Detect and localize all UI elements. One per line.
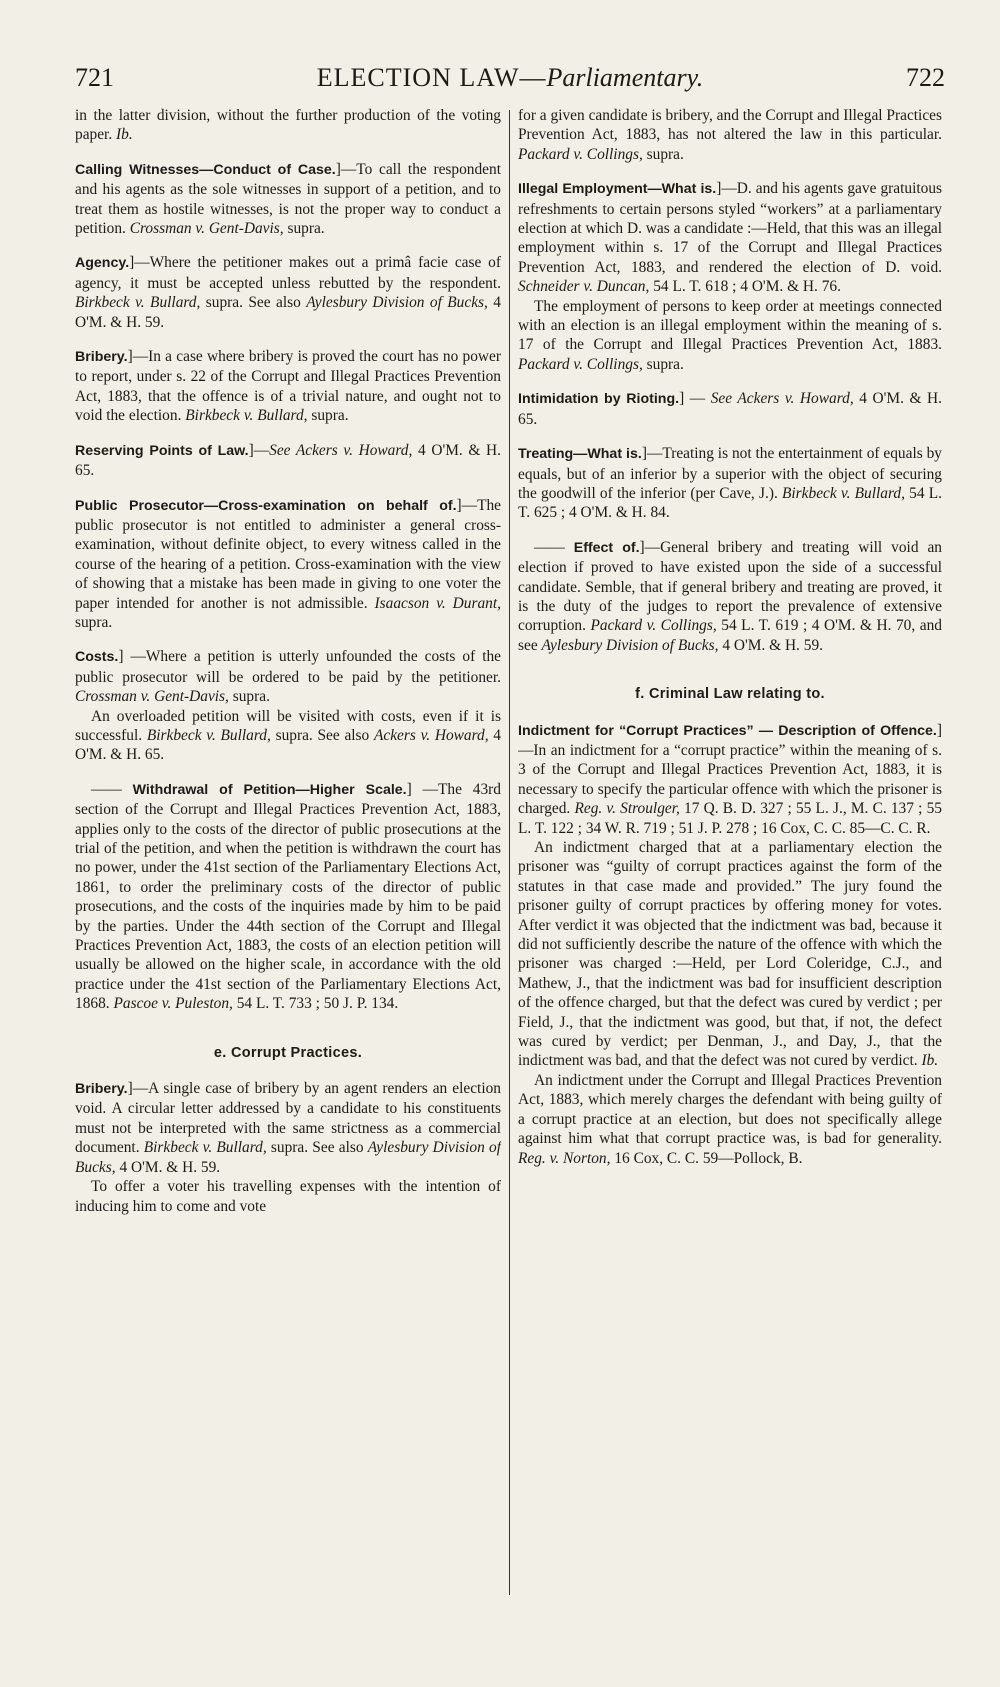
entry-heading: Intimidation by Rioting. xyxy=(518,391,680,408)
running-title xyxy=(75,62,945,94)
entry-heading: Costs. xyxy=(75,649,119,666)
dash: —— xyxy=(91,780,122,798)
section-heading: e. Corrupt Practices. xyxy=(213,1044,363,1061)
citation: Pascoe v. Puleston, xyxy=(113,995,233,1013)
entry-heading: Treating—What is. xyxy=(518,446,642,463)
citation: Aylesbury Division of Bucks, xyxy=(306,294,488,312)
entry-withdrawal: —— Withdrawal of Petition—Higher Scale.] —The 43rd section of the Corrupt and Illegal Practices Prevention Act, 1883, applies only to the costs of the director of public prosecutions at the trial of the petition, and when the petition is withdrawn the court has no power, under the 41st section of the Parliamentary Elections Act, 1861, to order the preliminary costs of the director of public prosecutions, and the costs of the inquiries made by him to be paid by the parties. Under the 44th section of the Corrupt and Illegal Practices Prevention Act, 1883, the costs of an election petition will usually be allowed on the higher scale, in accordance with the old practice under the 41st section of the Parliamentary Elections Act, 1868. Pascoe v. Puleston, 54 L. T. 733 ; 50 J. P. 134. xyxy=(75,780,501,1013)
left-column xyxy=(75,106,501,1666)
citation: See Ackers v. Howard, xyxy=(710,390,854,408)
entry-illegal-employment: Illegal Employment—What is.]—D. and his agents gave gratuitous refreshments to certain persons styled “workers” at a parliamentary election at which D. was a candidate :—Held, that this was an illegal employment within s. 17 of the Corrupt and Illegal Practices Prevention Act, 1883, and rendered the election of D. void. Schneider v. Duncan, 54 L. T. 618 ; 4 O'M. & H. 76. xyxy=(518,180,942,296)
citation: Crossman v. Gent-Davis, xyxy=(129,220,284,238)
citation: Packard v. Collings, xyxy=(518,145,643,163)
entry-heading: Withdrawal of Petition—Higher Scale. xyxy=(132,781,407,798)
citation: Aylesbury Division of Bucks, xyxy=(541,636,719,654)
paragraph: for a given candidate is bribery, and the Corrupt and Illegal Practices Prevention Act, 1883, has not altered the law in this particular. Packard v. Collings, supra. xyxy=(518,107,942,163)
citation: See Ackers v. Howard, xyxy=(269,441,413,459)
citation: Birkbeck v. Bullard, xyxy=(146,726,271,744)
entry-heading: Effect of. xyxy=(573,539,640,556)
entry-heading: Agency. xyxy=(75,255,130,272)
entry-heading: Public Prosecutor—Cross-examination on behalf of. xyxy=(75,497,457,514)
entry-public-prosecutor: Public Prosecutor—Cross-examination on behalf of.]—The public prosecutor is not entitled to administer a general cross-examination, without definite object, to every witness called in the course of the hearing of a petition. Cross-examination with the view of showing that a mistake has been made in giving to one voter the paper intended for another is not admissible. Isaacson v. Durant, supra. xyxy=(75,496,501,631)
citation: Packard v. Collings, xyxy=(518,355,643,373)
citation: Packard v. Collings, xyxy=(590,617,717,635)
entry-bribery-corrupt: Bribery.]—A single case of bribery by an agent renders an election void. A circular letter addressed by a candidate to his constituents must not be interpreted with the same strictness as a commercial document. Birkbeck v. Bullard, supra. See also Aylesbury Division of Bucks, 4 O'M. & H. 59. xyxy=(75,1080,501,1176)
entry-treating: Treating—What is.]—Treating is not the entertainment of equals by equals, but of an inferior by a superior with the object of securing the goodwill of the inferior (per Cave, J.). Birkbeck v. Bullard, 54 L. T. 625 ; 4 O'M. & H. 84. xyxy=(518,445,942,522)
column-divider xyxy=(509,110,510,1595)
citation: Birkbeck v. Bullard, xyxy=(782,484,905,502)
citation: Ib. xyxy=(921,1052,939,1070)
citation: Isaacson v. Durant, xyxy=(374,594,501,612)
running-title-italic: Parliamentary. xyxy=(546,63,704,92)
citation: Birkbeck v. Bullard, xyxy=(75,294,201,312)
entry-heading: Bribery. xyxy=(75,1081,128,1098)
entry-heading: Indictment for “Corrupt Practices” — Description of Offence. xyxy=(518,722,937,739)
citation: Birkbeck v. Bullard, xyxy=(143,1139,267,1157)
paragraph: An indictment under the Corrupt and Illegal Practices Prevention Act, 1883, which merely charges the defendant with being guilty of a corrupt practice at an election, but does not specifically allege against him what that corrupt practice was, is bad for generality. Reg. v. Norton, 16 Cox, C. C. 59—Pollock, B. xyxy=(518,1071,942,1167)
citation: Ib. xyxy=(116,126,133,144)
entry-effect-of: —— Effect of.]—General bribery and treating will void an election if proved to have existed upon the side of a successful candidate. Semble, that if general bribery and treating are proved, it is the duty of the judges to report the prevalence of extensive corruption. Packard v. Collings, 54 L. T. 619 ; 4 O'M. & H. 70, and see Aylesbury Division of Bucks, 4 O'M. & H. 59. xyxy=(518,538,942,654)
entry-heading: Calling Witnesses—Conduct of Case. xyxy=(75,161,336,178)
page-header xyxy=(75,62,945,102)
entry-heading: Illegal Employment—What is. xyxy=(518,181,717,198)
paragraph: An indictment charged that at a parliamentary election the prisoner was “guilty of corrupt practices against the form of the statutes in that case made and provided.” The jury found the prisoner guilty of corrupt practices by offering money for votes. After verdict it was objected that the indictment was bad, because it did not sufficiently describe the nature of the offence with which the prisoner was charged :—Held, per Lord Coleridge, C.J., and Mathew, J., that the indictment was bad for insufficient description of the offence charged, but that the defect was cured by verdict ; per Field, J., that the indictment was good, but that, if not, the defect was cured by verdict; per Denman, J., and Day, J., that the indictment was bad, and that the defect was not cured by verdict. Ib. xyxy=(518,839,942,1070)
page-number-left: 721 xyxy=(75,63,114,92)
entry-agency: Agency.]—Where the petitioner makes out a primâ facie case of agency, it must be accepted unless rebutted by the respondent. Birkbeck v. Bullard, supra. See also Aylesbury Division of Bucks, 4 O'M. & H. 59. xyxy=(75,254,501,331)
paragraph: in the latter division, without the further production of the voting paper. Ib. xyxy=(75,107,501,144)
section-heading: f. Criminal Law relating to. xyxy=(635,686,825,703)
entry-bribery: Bribery.]—In a case where bribery is proved the court has no power to report, under s. 22 of the Corrupt and Illegal Practices Prevention Act, 1883, that the offence is of a trivial nature, and ought not to void the election. Birkbeck v. Bullard, supra. xyxy=(75,348,501,425)
page-number-right: 722 xyxy=(906,63,945,92)
citation: Schneider v. Duncan, xyxy=(518,278,650,296)
citation: Reg. v. Stroulger, xyxy=(574,800,680,818)
running-title-main: ELECTION LAW— xyxy=(316,63,547,92)
entry-costs: Costs.] —Where a petition is utterly unfounded the costs of the public prosecutor will be ordered to be paid by the petitioner. Crossman v. Gent-Davis, supra. xyxy=(75,648,501,706)
entry-heading: Reserving Points of Law. xyxy=(75,442,249,459)
entry-indictment: Indictment for “Corrupt Practices” — Description of Offence.]—In an indictment for a “corrupt practice” within the meaning of s. 3 of the Corrupt and Illegal Practices Prevention Act, 1883, it is necessary to specify the particular offence with which the prisoner is charged. Reg. v. Stroulger, 17 Q. B. D. 327 ; 55 L. J., M. C. 137 ; 55 L. T. 122 ; 34 W. R. 719 ; 51 J. P. 278 ; 16 Cox, C. C. 85—C. C. R. xyxy=(518,721,942,837)
citation: Crossman v. Gent-Davis, xyxy=(75,688,229,706)
entry-intimidation: Intimidation by Rioting.] — See Ackers v. Howard, 4 O'M. & H. 65. xyxy=(518,390,942,428)
citation: Birkbeck v. Bullard, xyxy=(185,407,308,425)
paragraph: The employment of persons to keep order at meetings connected with an election is an illegal employment within the meaning of s. 17 of the Corrupt and Illegal Practices Prevention Act, 1883. Packard v. Collings, supra. xyxy=(518,297,942,373)
right-column xyxy=(518,106,942,1666)
entry-calling-witnesses: Calling Witnesses—Conduct of Case.]—To call the respondent and his agents as the sole witnesses in support of a petition, and to treat them as hostile witnesses, is not the proper way to conduct a petition. Crossman v. Gent-Davis, supra. xyxy=(75,160,501,238)
citation: Aylesbury Division of Bucks, xyxy=(75,1139,501,1176)
dash: —— xyxy=(534,538,565,556)
paragraph: To offer a voter his travelling expenses with the intention of inducing him to come and vote xyxy=(75,1178,501,1215)
citation: Reg. v. Norton, xyxy=(518,1149,611,1167)
entry-heading: Bribery. xyxy=(75,349,128,366)
entry-reserving-points: Reserving Points of Law.]—See Ackers v. Howard, 4 O'M. & H. 65. xyxy=(75,441,501,480)
paragraph: An overloaded petition will be visited with costs, even if it is successful. Birkbeck v. Bullard, supra. See also Ackers v. Howard, 4 O'M. & H. 65. xyxy=(75,707,501,764)
citation: Ackers v. Howard, xyxy=(373,726,489,744)
